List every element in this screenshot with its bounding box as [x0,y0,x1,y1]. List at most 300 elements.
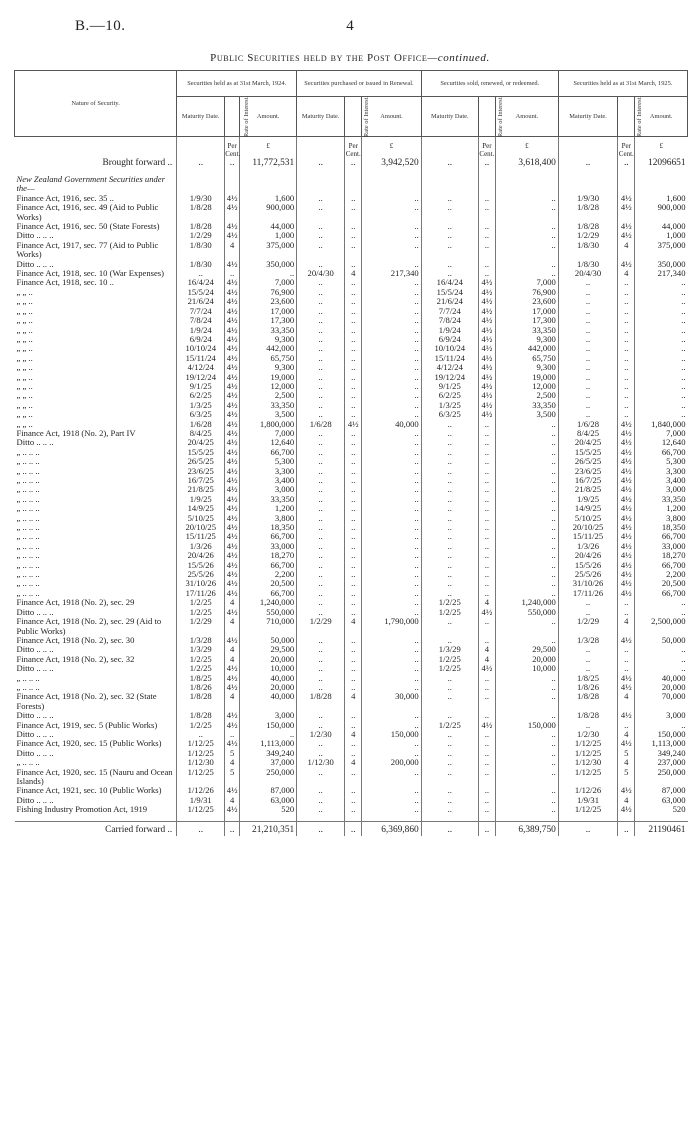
amount: .. [495,429,558,438]
maturity-date: .. [421,260,478,269]
security-name: Finance Act, 1917, sec. 77 (Aid to Public Works) [16,239,159,260]
amount-header: Amount. [495,97,558,137]
maturity-date: .. [297,410,345,419]
amount: .. [495,768,558,787]
maturity-date: .. [558,664,617,673]
maturity-date: .. [558,655,617,664]
rate-of-interest-label: Rate of Interest. [496,96,504,137]
amount: .. [362,655,421,664]
maturity-date: .. [297,231,345,240]
amount: 65,750 [495,354,558,363]
amount: 2,200 [240,570,297,579]
maturity-date: 19/12/24 [421,373,478,382]
amount: .. [362,514,421,523]
maturity-date: .. [297,608,345,617]
amount: .. [362,683,421,692]
maturity-date: 6/3/25 [177,410,225,419]
amount: 66,700 [240,561,297,570]
maturity-date: 1/9/24 [421,326,478,335]
interest-rate: 4½ [618,514,635,523]
amount: .. [362,636,421,645]
interest-rate: 4½ [618,579,635,588]
interest-rate: 4½ [225,721,240,730]
title-main: Public Securities held by the Post Office [210,52,428,64]
amount: .. [635,598,688,607]
amount: 1,200 [240,504,297,513]
interest-rate: .. [618,382,635,391]
interest-rate: 4½ [225,222,240,231]
interest-rate: 4½ [618,532,635,541]
amount: .. [362,241,421,260]
maturity-date: 1/12/25 [558,805,617,814]
brought-forward-amount: 3,618,400 [495,158,558,169]
security-name: „ .. .. .. [16,550,40,561]
security-name: „ „ .. [16,418,33,429]
interest-rate: .. [618,344,635,353]
interest-rate: .. [345,579,362,588]
interest-rate: 4½ [478,354,495,363]
interest-rate: .. [345,391,362,400]
maturity-date: 1/12/30 [558,758,617,767]
security-name: Finance Act, 1918, sec. 10 .. [16,277,114,288]
maturity-date: 21/6/24 [177,297,225,306]
interest-rate: 4½ [478,373,495,382]
interest-rate: 4½ [478,288,495,297]
maturity-date: 6/9/24 [177,335,225,344]
maturity-date: 20/4/25 [177,438,225,447]
carried-forward-amount: 6,369,860 [362,821,421,836]
interest-rate: 4½ [618,739,635,748]
maturity-date: 1/2/25 [421,664,478,673]
interest-rate: 4½ [225,288,240,297]
interest-rate: 4 [618,758,635,767]
security-name: „ .. .. .. [16,465,40,476]
security-name: „ .. .. .. [16,446,40,457]
interest-rate: 4½ [225,307,240,316]
amount: .. [362,231,421,240]
amount: .. [362,222,421,231]
interest-rate: .. [478,194,495,203]
amount: .. [362,523,421,532]
maturity-date: .. [297,805,345,814]
amount: 23,600 [240,297,297,306]
interest-rate: 4 [225,645,240,654]
amount: 349,240 [240,749,297,758]
amount: 2,500 [495,391,558,400]
maturity-date: .. [297,542,345,551]
maturity-date: .. [558,335,617,344]
amount: 18,350 [635,523,688,532]
interest-rate: .. [618,297,635,306]
maturity-date: 1/6/28 [297,420,345,429]
maturity-date-header: Maturity Date. [558,97,617,137]
amount: 40,000 [362,420,421,429]
amount: 520 [635,805,688,814]
amount: 3,800 [635,514,688,523]
amount: .. [495,523,558,532]
maturity-date: .. [421,485,478,494]
interest-rate: .. [618,326,635,335]
interest-rate: 4½ [478,664,495,673]
security-name: „ .. .. .. [16,456,40,467]
maturity-date: .. [421,739,478,748]
maturity-date: .. [297,457,345,466]
interest-rate: .. [345,532,362,541]
interest-rate: 4½ [618,674,635,683]
interest-rate: 4½ [225,570,240,579]
interest-rate: .. [345,598,362,607]
maturity-date: 1/2/29 [297,617,345,636]
maturity-date: .. [297,354,345,363]
maturity-date: .. [297,664,345,673]
amount: 20,000 [635,683,688,692]
maturity-date: .. [297,485,345,494]
maturity-date: 1/8/28 [177,692,225,711]
maturity-date: .. [421,758,478,767]
nature-header: Nature of Security. [15,71,177,137]
interest-rate: 4 [225,598,240,607]
amount: 217,340 [635,269,688,278]
security-name: Finance Act, 1918 (No. 2), sec. 32 [16,653,135,664]
security-name: „ .. .. .. [16,512,40,523]
interest-rate: 4½ [225,344,240,353]
cell [297,175,345,194]
amount: .. [495,467,558,476]
maturity-date: .. [421,579,478,588]
interest-rate: .. [345,448,362,457]
maturity-date: 23/6/25 [558,467,617,476]
amount: .. [362,711,421,720]
maturity-date: 1/12/26 [177,786,225,795]
amount: .. [362,373,421,382]
cell: .. [478,821,495,836]
amount: .. [495,683,558,692]
amount: 237,000 [635,758,688,767]
interest-rate: 5 [225,768,240,787]
interest-rate: .. [345,551,362,560]
cell [15,143,177,158]
amount: 3,000 [240,711,297,720]
interest-rate: .. [345,307,362,316]
table-row [15,203,688,222]
amount: 23,600 [495,297,558,306]
amount: 150,000 [240,721,297,730]
amount: 3,500 [495,410,558,419]
amount: 18,350 [240,523,297,532]
brought-forward-amount: 12096651 [635,158,688,169]
amount: .. [362,721,421,730]
interest-rate: 4½ [478,278,495,287]
security-name: Finance Act, 1920, sec. 15 (Nauru and Ocean Islands) [16,766,173,786]
amount: 76,900 [240,288,297,297]
interest-rate: 4½ [345,420,362,429]
amount: 1,240,000 [495,598,558,607]
amount: 350,000 [240,260,297,269]
maturity-date: 16/4/24 [177,278,225,287]
interest-rate: .. [478,561,495,570]
maturity-date: 1/8/28 [177,203,225,222]
amount: 66,700 [240,448,297,457]
cell: .. [421,821,478,836]
amount: 76,900 [495,288,558,297]
amount: 50,000 [240,636,297,645]
interest-rate: .. [478,222,495,231]
maturity-date: .. [297,391,345,400]
carried-forward-amount: 21,210,351 [240,821,297,836]
maturity-date: .. [421,222,478,231]
amount: .. [362,495,421,504]
maturity-date: .. [297,495,345,504]
amount: 18,270 [240,551,297,560]
amount: 12,640 [240,438,297,447]
maturity-date: 6/3/25 [421,410,478,419]
maturity-date: 1/2/25 [421,598,478,607]
amount: .. [635,344,688,353]
interest-rate: .. [618,335,635,344]
amount: 7,000 [635,429,688,438]
amount: .. [635,335,688,344]
amount: .. [362,749,421,758]
amount: 87,000 [240,786,297,795]
rate-of-interest-header [225,96,251,137]
security-name: „ .. .. .. [16,757,40,768]
maturity-date: .. [297,297,345,306]
amount: .. [362,579,421,588]
cell [618,175,635,194]
interest-rate: 4½ [618,222,635,231]
interest-rate: 4 [345,730,362,739]
maturity-date: 15/5/25 [177,448,225,457]
interest-rate: 4½ [225,504,240,513]
interest-rate: .. [618,278,635,287]
maturity-date: .. [421,786,478,795]
amount: 40,000 [240,692,297,711]
maturity-date: .. [297,344,345,353]
interest-rate: 4½ [478,363,495,372]
amount: 66,700 [635,532,688,541]
maturity-date: 9/1/25 [421,382,478,391]
amount: 66,700 [240,589,297,598]
interest-rate: .. [345,805,362,814]
amount: 7,000 [495,278,558,287]
security-name: Ditto .. .. .. [16,794,54,805]
cell: .. [421,158,478,169]
amount: .. [240,730,297,739]
maturity-date: 1/8/26 [177,683,225,692]
amount: .. [495,786,558,795]
interest-rate: 4½ [225,448,240,457]
interest-rate: .. [478,457,495,466]
percent-unit: Per Cent. [225,142,241,158]
interest-rate: .. [478,589,495,598]
maturity-date: .. [297,504,345,513]
maturity-date: 4/12/24 [421,363,478,372]
amount: 2,200 [635,570,688,579]
maturity-date: 1/8/28 [177,222,225,231]
interest-rate: .. [345,655,362,664]
security-name: „ .. .. .. [16,587,40,598]
security-name: „ „ .. [16,371,33,382]
security-name: Ditto .. .. .. [16,663,54,674]
maturity-date: 1/6/28 [558,420,617,429]
interest-rate: 4½ [618,683,635,692]
maturity-date: .. [421,457,478,466]
amount: 66,700 [240,532,297,541]
interest-rate: .. [618,410,635,419]
maturity-date: .. [558,373,617,382]
interest-rate: .. [478,796,495,805]
interest-rate: 4½ [478,608,495,617]
maturity-date: .. [297,467,345,476]
amount: 2,500,000 [635,617,688,636]
maturity-date: 21/8/25 [177,485,225,494]
maturity-date: .. [297,260,345,269]
interest-rate: 4½ [225,335,240,344]
maturity-date: .. [421,448,478,457]
cell [478,175,495,194]
amount: 3,800 [240,514,297,523]
amount: .. [495,457,558,466]
amount: .. [362,354,421,363]
amount: 37,000 [240,758,297,767]
maturity-date: 1/8/25 [558,674,617,683]
amount: 550,000 [240,608,297,617]
security-name: Finance Act, 1921, sec. 10 (Public Works) [16,785,162,796]
maturity-date: 1/2/25 [421,608,478,617]
amount: 33,350 [635,495,688,504]
maturity-date: .. [297,711,345,720]
interest-rate: .. [478,420,495,429]
maturity-date: 7/8/24 [177,316,225,325]
amount: 44,000 [240,222,297,231]
amount: 20,000 [240,655,297,664]
amount: .. [635,307,688,316]
interest-rate: 4½ [225,401,240,410]
group-header: Securities purchased or issued in Renewal. [297,71,422,97]
interest-rate: 4½ [618,438,635,447]
amount: 1,240,000 [240,598,297,607]
interest-rate: 4½ [618,495,635,504]
interest-rate: .. [618,363,635,372]
interest-rate: 4½ [225,495,240,504]
interest-rate: .. [345,382,362,391]
amount: 40,000 [240,674,297,683]
maturity-date-header: Maturity Date. [421,97,478,137]
interest-rate: 4½ [478,335,495,344]
amount: 550,000 [495,608,558,617]
cell: .. [177,158,225,169]
interest-rate: .. [345,326,362,335]
amount: 9,300 [495,363,558,372]
group-header: Securities sold, renewed, or redeemed. [421,71,558,97]
percent-unit: Per Cent. [345,142,361,158]
table-row [15,768,688,787]
interest-rate: 4½ [618,448,635,457]
cell: .. [297,158,345,169]
maturity-date: 1/3/25 [421,401,478,410]
amount: .. [362,786,421,795]
amount: .. [495,222,558,231]
interest-rate: 4½ [618,551,635,560]
interest-rate: 4½ [225,391,240,400]
interest-rate: .. [478,617,495,636]
interest-rate: .. [478,514,495,523]
maturity-date: 15/5/26 [177,561,225,570]
units-row [15,143,688,158]
cell: .. [558,821,617,836]
maturity-date: .. [297,796,345,805]
maturity-date: .. [558,382,617,391]
maturity-date: .. [558,354,617,363]
interest-rate: .. [478,551,495,560]
amount: .. [362,194,421,203]
maturity-date: .. [297,278,345,287]
security-name: Finance Act, 1918 (No. 2), sec. 29 (Aid to Public Works) [16,616,162,636]
cell [421,143,478,158]
amount: .. [362,504,421,513]
section-heading-row [15,175,688,194]
maturity-date: .. [421,683,478,692]
interest-rate: .. [478,476,495,485]
maturity-date: 6/9/24 [421,335,478,344]
interest-rate: .. [618,401,635,410]
cell: .. [345,821,362,836]
maturity-date: 1/8/30 [177,241,225,260]
maturity-date: .. [297,401,345,410]
maturity-date: 1/3/26 [558,542,617,551]
carried-forward-amount: 6,389,750 [495,821,558,836]
interest-rate: .. [618,354,635,363]
interest-rate: 4½ [225,326,240,335]
amount: 63,000 [635,796,688,805]
amount: 217,340 [362,269,421,278]
security-name: Ditto .. .. .. [16,747,54,758]
security-name: „ .. .. .. [16,484,40,495]
security-name: „ .. .. .. [16,569,40,580]
amount: .. [635,354,688,363]
maturity-date: 10/10/24 [177,344,225,353]
maturity-date: 17/11/26 [558,589,617,598]
maturity-date: 15/11/25 [177,532,225,541]
amount: .. [362,739,421,748]
maturity-date: 1/12/25 [177,805,225,814]
interest-rate: 4½ [618,570,635,579]
maturity-date: 1/2/25 [177,721,225,730]
maturity-date: 1/12/25 [558,739,617,748]
interest-rate: 4½ [478,391,495,400]
maturity-date: 1/8/30 [558,241,617,260]
amount: 375,000 [240,241,297,260]
maturity-date: .. [558,278,617,287]
carried-forward-label: Carried forward .. [15,821,177,836]
interest-rate: .. [345,438,362,447]
amount: .. [495,805,558,814]
interest-rate: .. [345,570,362,579]
interest-rate: 4½ [618,231,635,240]
amount: .. [362,382,421,391]
interest-rate: 4½ [618,805,635,814]
cell [177,143,225,158]
amount: 900,000 [635,203,688,222]
maturity-date: 15/11/24 [421,354,478,363]
interest-rate: 4½ [478,401,495,410]
page-reference: B.—10. [75,18,126,34]
security-name: „ „ .. [16,333,33,344]
interest-rate: 4½ [618,457,635,466]
interest-rate: .. [618,721,635,730]
interest-rate: .. [345,589,362,598]
maturity-date: 20/4/26 [177,551,225,560]
